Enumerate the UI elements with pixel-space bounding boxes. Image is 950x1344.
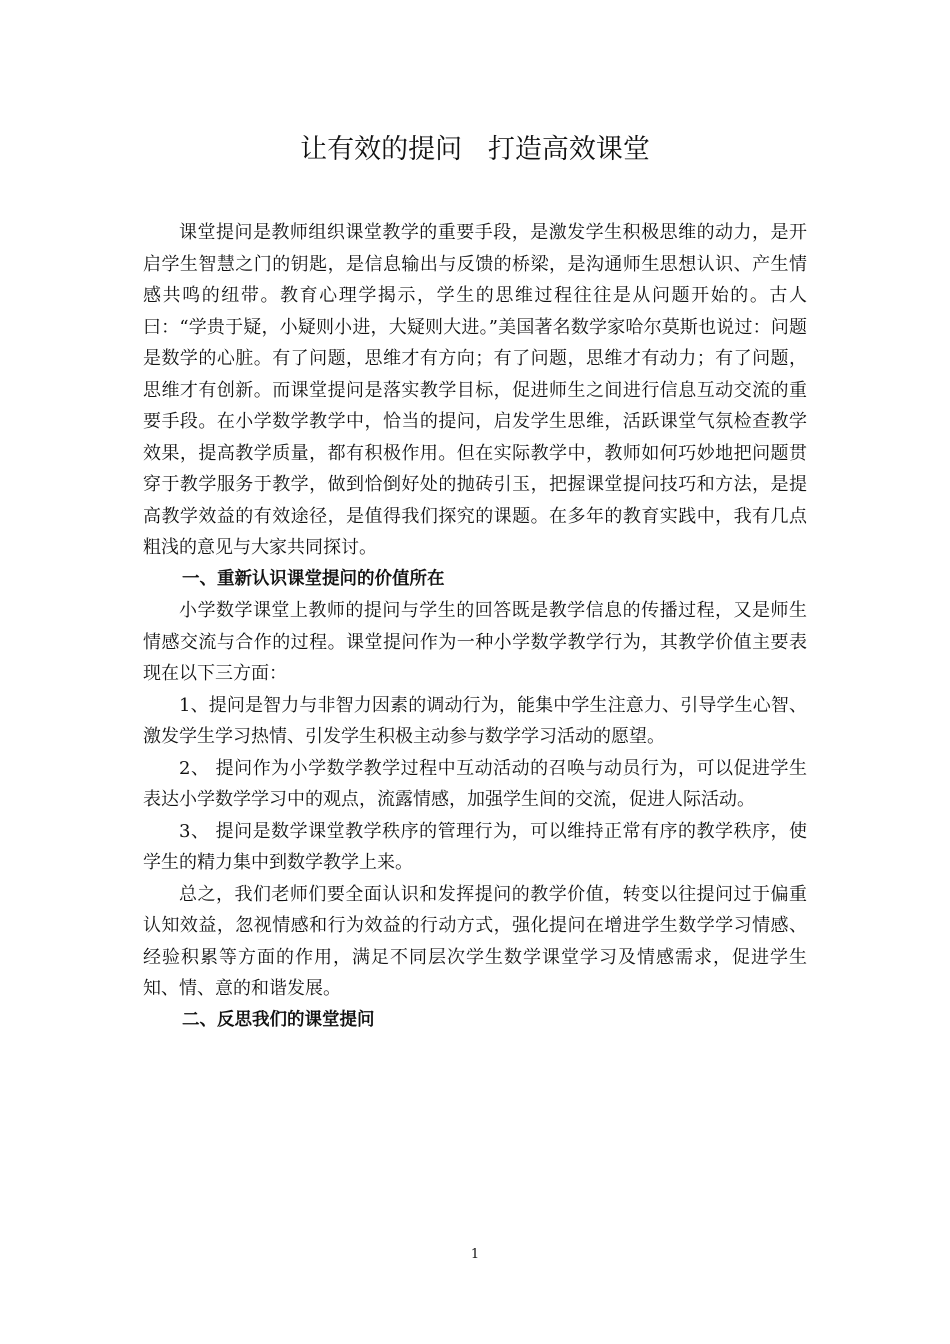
paragraph-intro: 课堂提问是教师组织课堂教学的重要手段，是激发学生积极思维的动力，是开启学生智慧之门的钥匙，是信息输出与反馈的桥梁，是沟通师生思想认识、产生情感共鸣的纽带。教育心理学揭示，学生的思维过程往往是从问题开始的。古人曰：“学贵于疑，小疑则小进，大疑则大进。”美国著名数学家哈尔莫斯也说过：问题是数学的心脏。有了问题，思维才有方向；有了问题，思维才有动力；有了问题，思维才有创新。而课堂提问是落实教学目标，促进师生之间进行信息互动交流的重要手段。在小学数学教学中，恰当的提问，启发学生思维，活跃课堂气氛检查教学效果，提高教学质量，都有积极作用。但在实际教学中，教师如何巧妙地把问题贯穿于教学服务于教学，做到恰倒好处的抛砖引玉，把握课堂提问技巧和方法，是提高教学效益的有效途径，是值得我们探究的课题。在多年的教育实践中，我有几点粗浅的意见与大家共同探讨。 xyxy=(143,222,807,558)
paragraph-value-intro: 小学数学课堂上教师的提问与学生的回答既是教学信息的传播过程，又是师生情感交流与合作的过程。课堂提问作为一种小学数学教学行为，其教学价值主要表现在以下三方面： xyxy=(143,600,807,684)
paragraph-summary: 总之，我们老师们要全面认识和发挥提问的教学价值，转变以往提问过于偏重认知效益，忽视情感和行为效益的行动方式，强化提问在增进学生数学学习情感、经验积累等方面的作用，满足不同层次学生数学课堂学习及情感需求，促进学生知、情、意的和谐发展。 xyxy=(143,883,807,999)
paragraph-point-3: 3、 提问是数学课堂教学秩序的管理行为，可以维持正常有序的教学秩序，使学生的精力集中到数学教学上来。 xyxy=(143,820,807,873)
section-heading-2: 二、反思我们的课堂提问 xyxy=(182,1009,375,1030)
page-number: 1 xyxy=(470,1247,480,1262)
document-body xyxy=(143,217,807,1036)
section-heading-1: 一、重新认识课堂提问的价值所在 xyxy=(182,568,445,589)
document-title: 让有效的提问 打造高效课堂 xyxy=(300,134,650,165)
paragraph-point-2: 2、 提问作为小学数学教学过程中互动活动的召唤与动员行为，可以促进学生表达小学数学学习中的观点，流露情感，加强学生间的交流，促进人际活动。 xyxy=(143,757,807,810)
paragraph-point-1: 1、提问是智力与非智力因素的调动行为，能集中学生注意力、引导学生心智、激发学生学习热情、引发学生积极主动参与数学学习活动的愿望。 xyxy=(143,694,807,747)
